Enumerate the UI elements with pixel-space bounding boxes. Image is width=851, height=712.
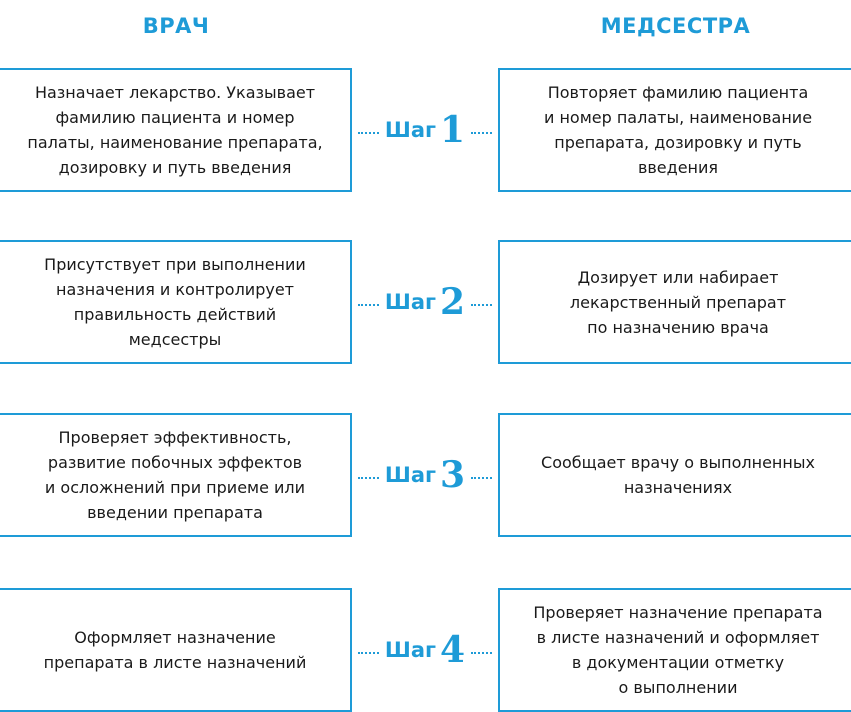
nurse-step-2-box: Дозирует или набирает лекарственный препарат по назначению врача <box>498 240 851 364</box>
step-1-label <box>352 105 498 155</box>
connector-dots <box>471 304 492 306</box>
connector-dots <box>358 652 379 654</box>
step-word: Шаг <box>384 638 437 662</box>
connector-dots <box>471 477 492 479</box>
nurse-column-header: МЕДСЕСТРА <box>600 14 751 38</box>
step-number: 4 <box>440 629 466 671</box>
connector-dots <box>471 652 492 654</box>
nurse-step-4-box: Проверяет назначение препарата в листе назначений и оформляет в документации отметку о выполнении <box>498 588 851 712</box>
step-word: Шаг <box>384 463 437 487</box>
doctor-step-3-box: Проверяет эффективность, развитие побочных эффектов и осложнений при приеме или введении препарата <box>0 413 352 537</box>
step-2-label <box>352 277 498 327</box>
step-number: 3 <box>440 454 466 496</box>
doctor-step-1-box: Назначает лекарство. Указывает фамилию пациента и номер палаты, наименование препарата, дозировку и путь введения <box>0 68 352 192</box>
nurse-step-3-box: Сообщает врачу о выполненных назначениях <box>498 413 851 537</box>
step-word: Шаг <box>384 118 437 142</box>
step-number: 2 <box>440 281 466 323</box>
doctor-step-4-box: Оформляет назначение препарата в листе назначений <box>0 588 352 712</box>
step-3-label <box>352 450 498 500</box>
connector-dots <box>358 132 379 134</box>
step-number: 1 <box>440 109 466 151</box>
nurse-step-1-box: Повторяет фамилию пациента и номер палаты, наименование препарата, дозировку и путь введения <box>498 68 851 192</box>
doctor-step-2-box: Присутствует при выполнении назначения и контролирует правильность действий медсестры <box>0 240 352 364</box>
connector-dots <box>358 304 379 306</box>
connector-dots <box>358 477 379 479</box>
doctor-column-header: ВРАЧ <box>142 14 210 38</box>
step-word: Шаг <box>384 290 437 314</box>
connector-dots <box>471 132 492 134</box>
step-4-label <box>352 625 498 675</box>
